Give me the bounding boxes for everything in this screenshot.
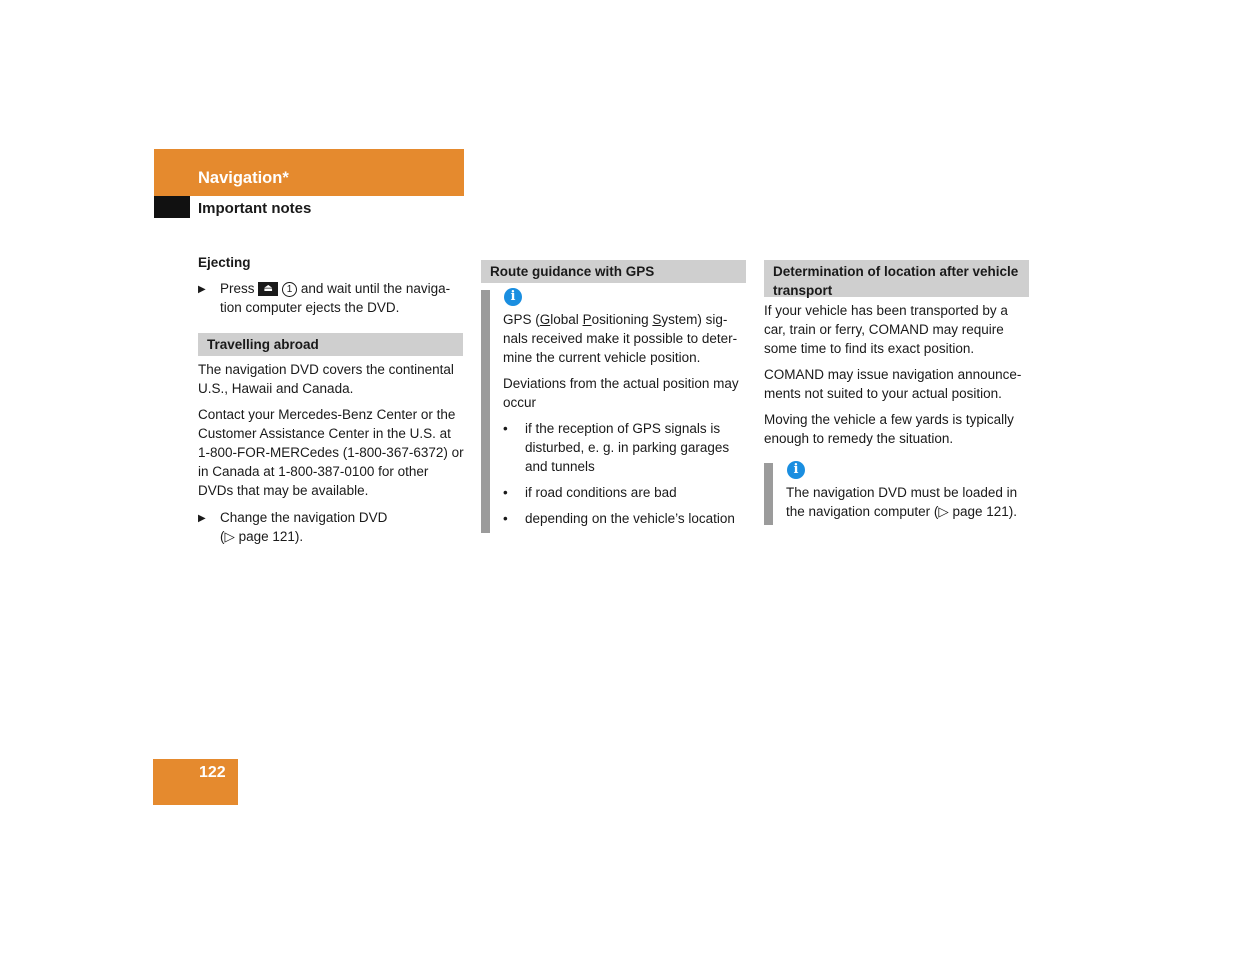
transport-paragraph-3: Moving the vehicle a few yards is typically enough to remedy the situation.: [764, 412, 1014, 446]
info-icon: i: [504, 288, 522, 306]
transport-paragraph-1: If your vehicle has been transported by a car, train or ferry, COMAND may require some time to find its exact position.: [764, 303, 1008, 356]
chapter-title: Navigation*: [198, 169, 289, 187]
dvd-info-text: The navigation DVD must be loaded in the navigation computer (▷ page 121).: [786, 485, 1018, 519]
eject-key-icon: ⏏: [258, 282, 278, 296]
deviation-text: Deviations from the actual position may occur: [503, 376, 739, 410]
abroad-paragraph-2: Contact your Mercedes-Benz Center or the Customer Assistance Center in the U.S. at 1-800-FOR-MERCedes (1-800-367-6372) or in Canada at 1-800-387-0100 for other DVDs that may be available.: [198, 407, 464, 498]
gps-definition: GPS (Global Positioning System) sig- nals received make it possible to deter-mine the current vehicle position.: [503, 312, 738, 365]
transport-text: [764, 301, 1032, 455]
info-icon: i: [787, 461, 805, 479]
abroad-heading: Travelling abroad: [198, 333, 463, 356]
transport-heading: Determination of location after vehicle transport: [764, 260, 1029, 297]
change-dvd-step: ▶ Change the navigation DVD (▷ page 121).: [198, 510, 388, 544]
list-item: • depending on the vehicle’s location: [503, 511, 735, 526]
page-number: 122: [199, 764, 226, 781]
gps-note: [503, 310, 748, 535]
section-title: Important notes: [198, 200, 312, 217]
list-item: • if the reception of GPS signals is disturbed, e. g. in parking garages and tunnels: [503, 421, 730, 474]
callout-number: 1: [282, 282, 297, 297]
abroad-paragraph-1: The navigation DVD covers the continental U.S., Hawaii and Canada.: [198, 362, 454, 396]
list-item: • if road conditions are bad: [503, 485, 677, 500]
gps-heading: Route guidance with GPS: [481, 260, 746, 283]
step-arrow-icon: ▶: [198, 284, 206, 295]
section-marker: [154, 196, 190, 218]
ejecting-heading: Ejecting: [198, 255, 251, 270]
info-stripe: [481, 290, 490, 533]
transport-paragraph-2: COMAND may issue navigation announce-ments not suited to your actual position.: [764, 367, 1022, 401]
info-stripe: [764, 463, 773, 525]
step-arrow-icon: ▶: [198, 513, 206, 524]
eject-step: ▶ Press ⏏ 1 and wait until the naviga- tion computer ejects the DVD.: [198, 281, 451, 315]
column-1: [198, 253, 464, 546]
